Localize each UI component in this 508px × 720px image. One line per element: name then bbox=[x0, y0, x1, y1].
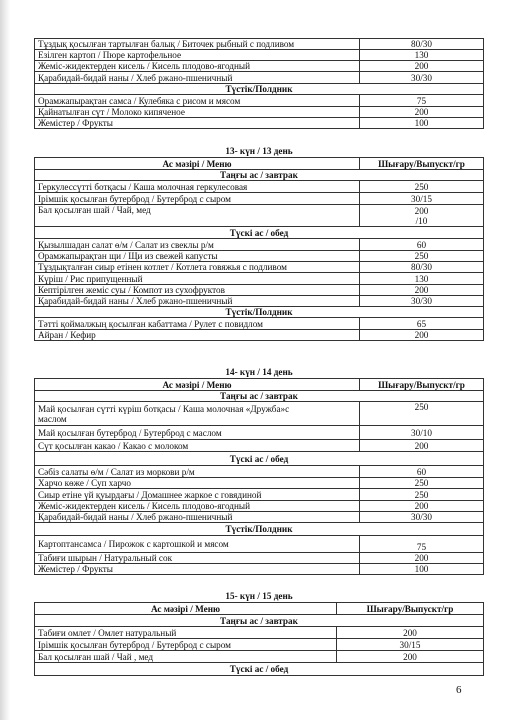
table-row: Геркулессүтті ботқасы / Каша молочная геркулесовая 250 bbox=[35, 181, 484, 193]
section-lunch: Түскі ас / обед bbox=[35, 663, 484, 676]
table-row: Май қосылған бутерброд / Бутерброд с маслом 30/10 bbox=[35, 426, 484, 440]
table-row: Жеміс-жидектерден кисель / Кисель плодово-ягодный 200 bbox=[35, 501, 484, 512]
table-header: Ас мәзірі / Меню Шығару/Выпускт/гр bbox=[35, 379, 484, 391]
section-lunch: Түскі ас / обед bbox=[35, 227, 484, 239]
table-row: Қарабидай-бидай наны / Хлеб ржано-пшеничный 30/30 bbox=[35, 296, 484, 307]
table-row: Табиғи омлет / Омлет натуральный 200 bbox=[35, 627, 484, 639]
section-snack: Түстік/Полдник bbox=[35, 523, 484, 536]
menu-table-day-13 bbox=[34, 157, 484, 341]
menu-table-continued bbox=[34, 38, 484, 129]
table-row: Сиыр етіне үй қуырдағы / Домашнее жаркое с говядиной 250 bbox=[35, 489, 484, 501]
section-breakfast: Таңғы ас / завтрак bbox=[35, 391, 484, 402]
table-row: Тұздықталған сиыр етінен котлет / Котлета говяжья с подливом 80/30 bbox=[35, 262, 484, 273]
day-15-heading: 15- күн / 15 день bbox=[225, 591, 293, 601]
table-row: Жеміс-жидектерден кисель / Кисель плодово-ягодный 200 bbox=[35, 61, 484, 72]
table-row: Қарабидай-бидай наны / Хлеб ржано-пшеничный 30/30 bbox=[35, 72, 484, 84]
scan-edge-shadow bbox=[0, 0, 10, 720]
section-breakfast: Таңғы ас / завтрак bbox=[35, 170, 484, 181]
menu-table-day-15 bbox=[34, 602, 484, 676]
day-13-heading: 13- күн / 13 день bbox=[225, 146, 293, 156]
table-row: Табиғи шырын / Натуральный сок 200 bbox=[35, 553, 484, 564]
table-row: Харчо көже / Суп харчо 250 bbox=[35, 478, 484, 489]
section-lunch: Түскі ас / обед bbox=[35, 452, 484, 466]
table-row: Күріш / Рис припущенный 130 bbox=[35, 273, 484, 285]
table-row: Картоптансамса / Пирожок с картошкой и мясом 75 bbox=[35, 536, 484, 553]
table-row: Қызылшадан салат ө/м / Салат из свеклы р/м 60 bbox=[35, 239, 484, 251]
table-row: Кептірілген жеміс суы / Компот из сухофруктов 200 bbox=[35, 285, 484, 296]
section-snack: Түстік/Полдник bbox=[35, 307, 484, 318]
table-row: Тәтті қоймалжың қосылған кабаттама / Рулет с повидлом 65 bbox=[35, 318, 484, 330]
table-row: Орамжапырақтан самса / Кулебяка с рисом и мясом 75 bbox=[35, 95, 484, 107]
page-number: 6 bbox=[456, 684, 462, 696]
menu-table-day-14 bbox=[34, 378, 484, 575]
table-row: Ірімшік қосылған бутерброд / Бутерброд с сыром 30/15 bbox=[35, 639, 484, 651]
section-breakfast: Таңғы ас / завтрак bbox=[35, 615, 484, 627]
table-row: Ірімшік қосылған бутерброд / Бутерброд с сыром 30/15 bbox=[35, 193, 484, 205]
table-row: Сүт қосылған какао / Какао с молоком 200 bbox=[35, 440, 484, 452]
day-14-heading: 14- күн / 14 день bbox=[225, 367, 293, 377]
table-header: Ас мәзірі / Меню Шығару/Выпускт/гр bbox=[35, 603, 484, 615]
table-row: Жемістер / Фрукты 100 bbox=[35, 118, 484, 129]
table-row: Май қосылған сүтті күріш ботқасы / Каша молочная «Дружба»с маслом 250 bbox=[35, 402, 484, 426]
table-header: Ас мәзірі / Меню Шығару/Выпускт/гр bbox=[35, 158, 484, 170]
table-row: Орамжапырақтан щи / Щи из свежей капусты 250 bbox=[35, 251, 484, 262]
table-row: Бал қосылған шай / Чай, мед 200 /10 bbox=[35, 205, 484, 227]
table-row: Сәбіз салаты ө/м / Салат из моркови р/м 60 bbox=[35, 466, 484, 478]
table-row: Қайнатылған сүт / Молоко кипяченое 200 bbox=[35, 107, 484, 118]
table-row: Қарабидай-бидай наны / Хлеб ржано-пшеничный 30/30 bbox=[35, 512, 484, 523]
table-row: Жемістер / Фрукты 100 bbox=[35, 564, 484, 575]
section-snack: Түстік/Полдник bbox=[35, 84, 484, 95]
table-row: Езілген картоп / Пюре картофельное 130 bbox=[35, 50, 484, 61]
table-row: Тұздық қосылған тартылған балық / Биточек рыбный с подливом 80/30 bbox=[35, 39, 484, 50]
table-row: Бал қосылған шай / Чай , мед 200 bbox=[35, 651, 484, 663]
table-row: Айран / Кефир 200 bbox=[35, 330, 484, 341]
